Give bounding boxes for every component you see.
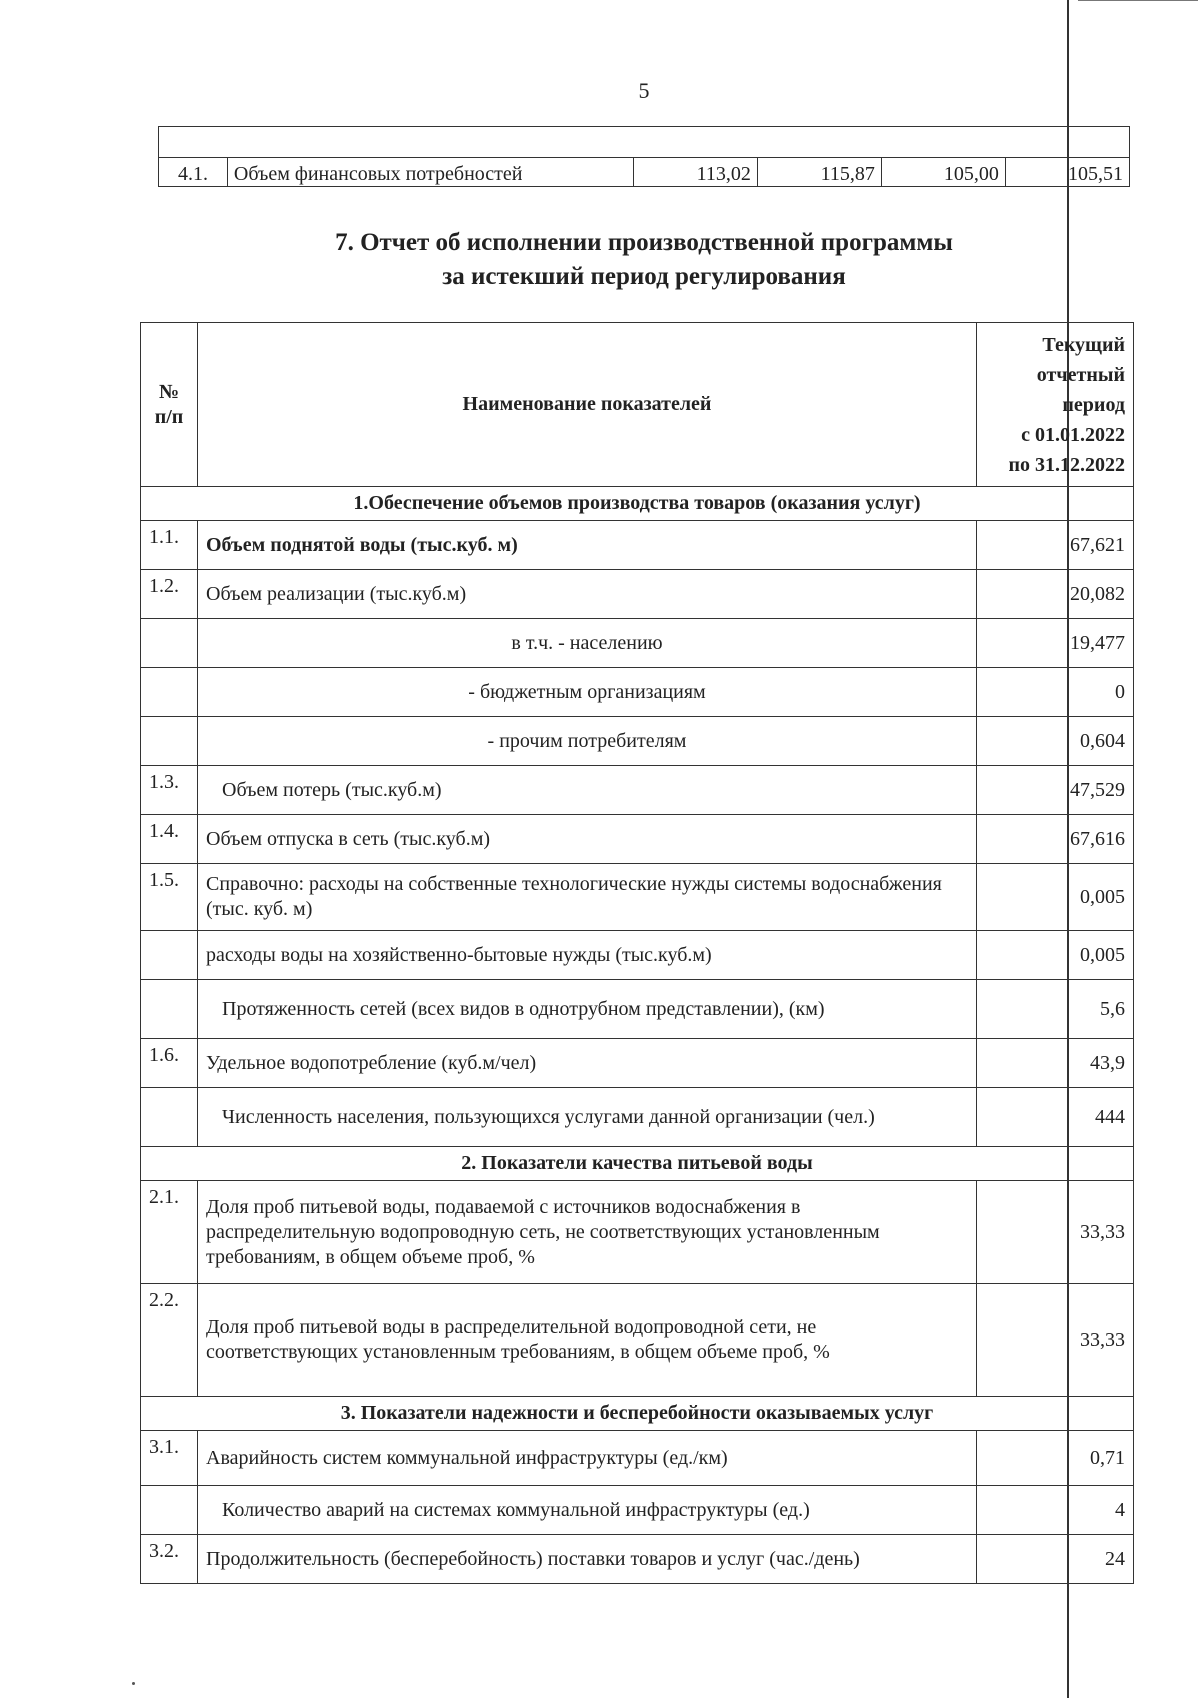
header-number: № п/п	[141, 323, 198, 487]
row-name: Объем поднятой воды (тыс.куб. м)	[198, 521, 977, 570]
table-row	[141, 570, 1134, 619]
table-row	[141, 1039, 1134, 1088]
table-row	[141, 1431, 1134, 1486]
row-number	[141, 619, 198, 668]
row-value: 4	[977, 1486, 1134, 1535]
production-program-body	[141, 323, 1134, 1584]
table-row	[141, 1284, 1134, 1397]
row-value: 19,477	[977, 619, 1134, 668]
row-name: Доля проб питьевой воды, подаваемой с источников водоснабжения в распределительную водопроводную сеть, не соответствующих установленным требованиям, в общем объеме проб, %	[198, 1181, 977, 1284]
scan-speck	[132, 1682, 135, 1685]
top-row-value: 105,51	[1005, 158, 1129, 187]
top-row-value: 113,02	[633, 158, 757, 187]
row-value: 33,33	[977, 1181, 1134, 1284]
row-number: 2.2.	[141, 1284, 198, 1397]
row-number: 2.1.	[141, 1181, 198, 1284]
table-row	[141, 521, 1134, 570]
top-table-empty-row	[159, 127, 1130, 158]
row-value: 5,6	[977, 980, 1134, 1039]
row-name: расходы воды на хозяйственно-бытовые нужды (тыс.куб.м)	[198, 931, 977, 980]
row-name: Количество аварий на системах коммунальной инфраструктуры (ед.)	[198, 1486, 977, 1535]
table-row	[141, 717, 1134, 766]
row-value: 33,33	[977, 1284, 1134, 1397]
table-row	[141, 931, 1134, 980]
row-number	[141, 980, 198, 1039]
row-name: Доля проб питьевой воды в распределительной водопроводной сети, не соответствующих установленным требованиям, в общем объеме проб, %	[198, 1284, 977, 1397]
section-header-row	[141, 487, 1134, 521]
row-value: 0,604	[977, 717, 1134, 766]
row-number	[141, 668, 198, 717]
table-row	[141, 1486, 1134, 1535]
section-header-row	[141, 1397, 1134, 1431]
row-value: 0,005	[977, 931, 1134, 980]
row-value: 67,621	[977, 521, 1134, 570]
section-header-row	[141, 1147, 1134, 1181]
row-name: Объем реализации (тыс.куб.м)	[198, 570, 977, 619]
table-row	[141, 1181, 1134, 1284]
row-name: Объем отпуска в сеть (тыс.куб.м)	[198, 815, 977, 864]
row-value: 0	[977, 668, 1134, 717]
section-header: 2. Показатели качества питьевой воды	[141, 1147, 1134, 1181]
top-row-value: 115,87	[757, 158, 881, 187]
row-number: 1.5.	[141, 864, 198, 931]
row-value: 47,529	[977, 766, 1134, 815]
row-number: 1.3.	[141, 766, 198, 815]
section-header: 1.Обеспечение объемов производства товаров (оказания услуг)	[141, 487, 1134, 521]
page-number: 5	[638, 78, 650, 103]
row-number	[141, 931, 198, 980]
header-period: Текущий отчетный период с 01.01.2022 по 31.12.2022	[977, 323, 1134, 487]
row-number: 3.2.	[141, 1535, 198, 1584]
top-table-row	[159, 158, 1130, 187]
row-name: Удельное водопотребление (куб.м/чел)	[198, 1039, 977, 1088]
section-title	[0, 226, 1200, 294]
production-program-table	[140, 322, 1134, 1584]
top-row-number: 4.1.	[159, 158, 228, 187]
row-value: 67,616	[977, 815, 1134, 864]
row-number: 3.1.	[141, 1431, 198, 1486]
row-value: 43,9	[977, 1039, 1134, 1088]
row-name: в т.ч. - населению	[198, 619, 977, 668]
row-name: Численность населения, пользующихся услугами данной организации (чел.)	[198, 1088, 977, 1147]
table-row	[141, 668, 1134, 717]
row-number: 1.1.	[141, 521, 198, 570]
row-number	[141, 1088, 198, 1147]
row-value: 24	[977, 1535, 1134, 1584]
row-name: Аварийность систем коммунальной инфраструктуры (ед./км)	[198, 1431, 977, 1486]
table-header-row	[141, 323, 1134, 487]
title-line-2: за истекший период регулирования	[442, 263, 846, 290]
row-number: 1.6.	[141, 1039, 198, 1088]
row-name: - прочим потребителям	[198, 717, 977, 766]
table-row	[141, 815, 1134, 864]
top-row-name: Объем финансовых потребностей	[227, 158, 633, 187]
row-value: 0,71	[977, 1431, 1134, 1486]
row-number	[141, 1486, 198, 1535]
row-name: Объем потерь (тыс.куб.м)	[198, 766, 977, 815]
section-header: 3. Показатели надежности и бесперебойности оказываемых услуг	[141, 1397, 1134, 1431]
table-row	[141, 980, 1134, 1039]
table-row	[141, 1088, 1134, 1147]
header-name: Наименование показателей	[198, 323, 977, 487]
row-value: 20,082	[977, 570, 1134, 619]
table-row	[141, 1535, 1134, 1584]
row-value: 0,005	[977, 864, 1134, 931]
row-number: 1.2.	[141, 570, 198, 619]
title-line-1: 7. Отчет об исполнении производственной программы	[335, 229, 953, 256]
row-name: Справочно: расходы на собственные технологические нужды системы водоснабжения (тыс. куб. м)	[198, 864, 977, 931]
row-name: - бюджетным организациям	[198, 668, 977, 717]
row-name: Продолжительность (бесперебойность) поставки товаров и услуг (час./день)	[198, 1535, 977, 1584]
row-name: Протяженность сетей (всех видов в однотрубном представлении), (км)	[198, 980, 977, 1039]
scan-artifact-edge	[1078, 0, 1198, 1]
top-row-value: 105,00	[881, 158, 1005, 187]
row-number	[141, 717, 198, 766]
table-row	[141, 766, 1134, 815]
table-row	[141, 864, 1134, 931]
row-value: 444	[977, 1088, 1134, 1147]
table-row	[141, 619, 1134, 668]
top-table	[158, 126, 1130, 187]
row-number: 1.4.	[141, 815, 198, 864]
